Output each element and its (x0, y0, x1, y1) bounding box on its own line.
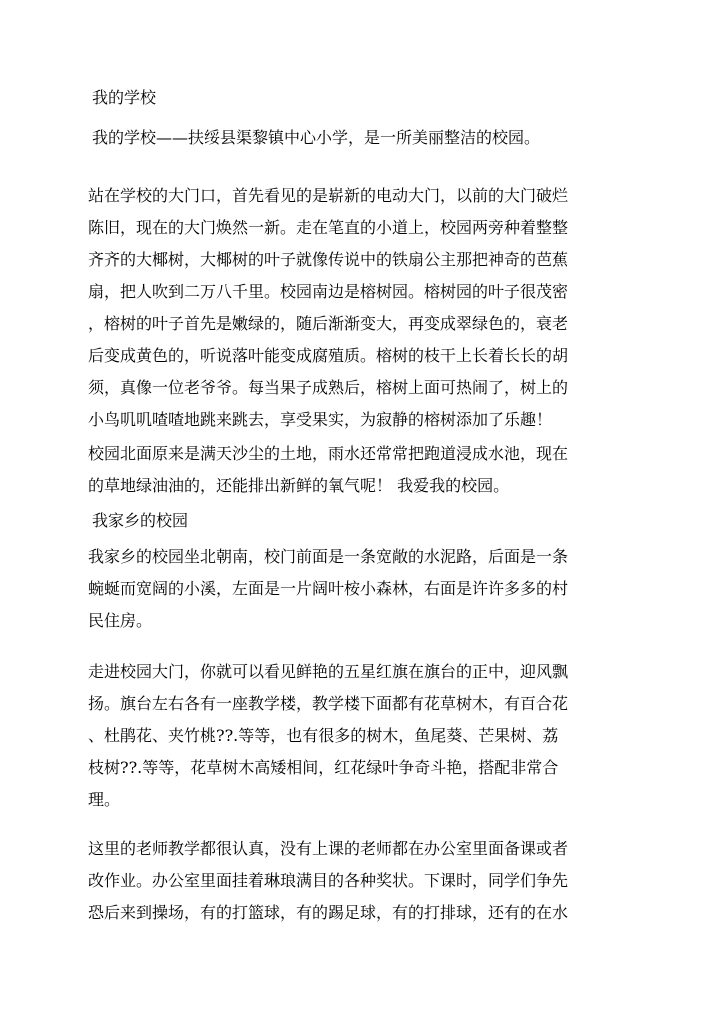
paragraph-line: 这里的老师教学都很认真，没有上课的老师都在办公室里面备课或者 (88, 839, 569, 858)
intro-paragraph (92, 122, 640, 154)
intro-text: 我的学校——扶绥县渠黎镇中心小学，是一所美丽整洁的校园。 (92, 128, 541, 147)
paragraph-line: 须，真像一位老爷爷。每当果子成熟后，榕树上面可热闹了，树上的 (88, 378, 569, 397)
paragraph-teachers (88, 833, 636, 929)
paragraph-line: 恐后来到操场，有的打篮球，有的踢足球，有的打排球，还有的在水 (88, 903, 569, 922)
paragraph-line: 站在学校的大门口，首先看见的是崭新的电动大门，以前的大门破烂 (88, 186, 569, 205)
paragraph-line: 后变成黄色的，听说落叶能变成腐殖质。榕树的枝干上长着长长的胡 (88, 346, 569, 365)
paragraph-line: 改作业。办公室里面挂着琳琅满目的各种奖状。下课时，同学们争先 (88, 871, 569, 890)
paragraph-line: 小鸟叽叽喳喳地跳来跳去，享受果实，为寂静的榕树添加了乐趣！ (88, 410, 553, 429)
heading-my-school (92, 82, 640, 114)
heading-text: 我家乡的校园 (92, 511, 189, 530)
paragraph-line: 蜿蜒而宽阔的小溪，左面是一片阔叶桉小森林，右面是许许多多的村 (88, 579, 569, 598)
paragraph-north-side (88, 438, 636, 502)
paragraph-school-gate (88, 180, 636, 436)
paragraph-line: 齐齐的大椰树，大椰树的叶子就像传说中的铁扇公主那把神奇的芭蕉 (88, 250, 569, 269)
paragraph-line: ，榕树的叶子首先是嫩绿的，随后渐渐变大，再变成翠绿色的，衰老 (88, 314, 569, 333)
heading-text: 我的学校 (92, 88, 157, 107)
paragraph-line: 扇，把人吹到二万八千里。校园南边是榕树园。榕树园的叶子很茂密 (88, 282, 569, 301)
paragraph-line: 枝树??.等等，花草树木高矮相间，红花绿叶争奇斗艳，搭配非常合 (88, 758, 559, 777)
paragraph-line: 扬。旗台左右各有一座教学楼，教学楼下面都有花草树木，有百合花 (88, 694, 569, 713)
paragraph-line: 的草地绿油油的，还能排出新鲜的氧气呢！ 我爱我的校园。 (88, 476, 510, 495)
heading-hometown-school (92, 505, 640, 537)
paragraph-line: 走进校园大门，你就可以看见鲜艳的五星红旗在旗台的正中，迎风飘 (88, 662, 569, 681)
paragraph-campus-entrance (88, 656, 636, 816)
paragraph-line: 我家乡的校园坐北朝南，校门前面是一条宽敞的水泥路，后面是一条 (88, 547, 569, 566)
paragraph-line: 校园北面原来是满天沙尘的土地，雨水还常常把跑道浸成水池，现在 (88, 444, 569, 463)
paragraph-line: 理。 (88, 790, 121, 809)
paragraph-line: 民住房。 (88, 611, 153, 630)
paragraph-line: 、杜鹃花、夹竹桃??.等等，也有很多的树木，鱼尾葵、芒果树、荔 (88, 726, 559, 745)
paragraph-hometown-location (88, 541, 636, 637)
paragraph-line: 陈旧，现在的大门焕然一新。走在笔直的小道上，校园两旁种着整整 (88, 218, 569, 237)
